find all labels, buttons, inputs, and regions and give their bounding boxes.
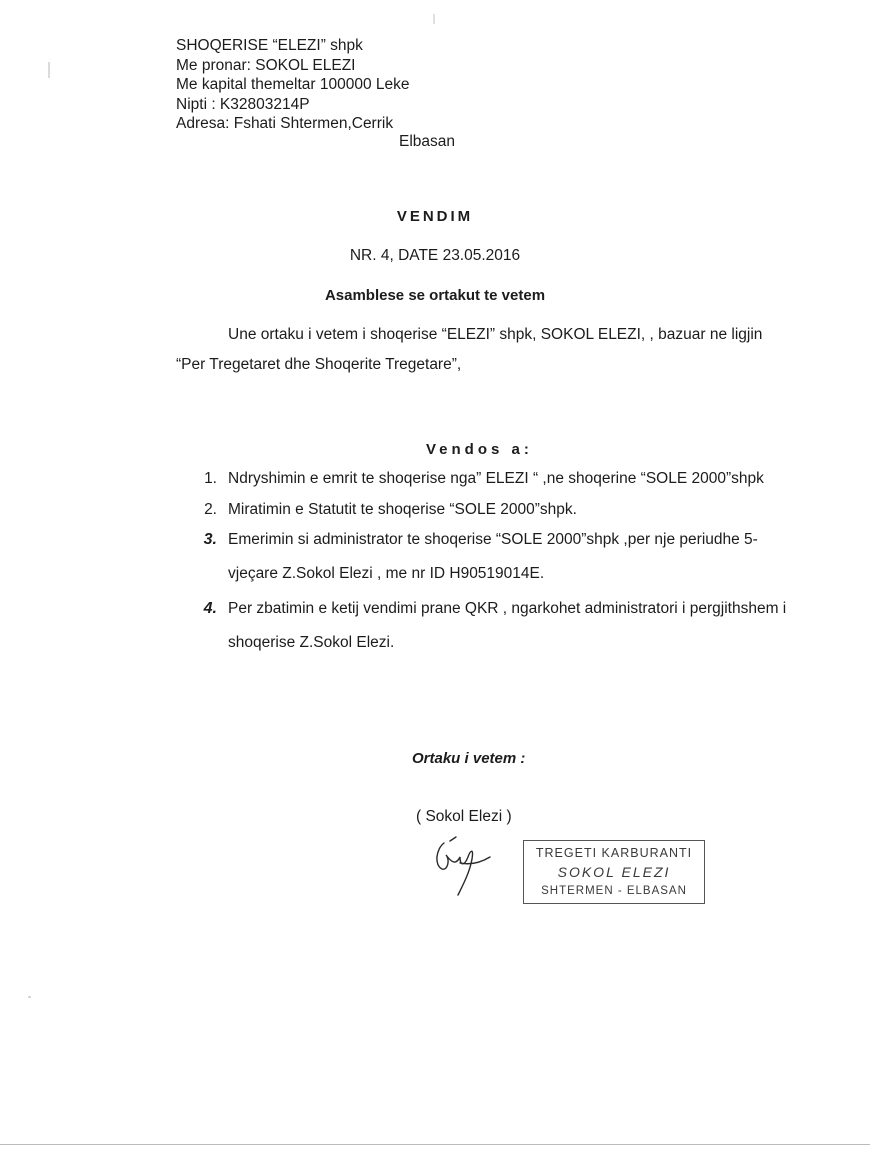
intro-line-2: “Per Tregetaret dhe Shoqerite Tregetare”, (176, 356, 462, 373)
list-item-number: 4. (203, 600, 217, 617)
list-item-number: 1. (204, 470, 217, 487)
scan-edge-line (0, 1144, 870, 1145)
company-capital: Me kapital themeltar 100000 Leke (176, 76, 410, 93)
company-name: SHOQERISE “ELEZI” shpk (176, 37, 363, 54)
list-item-text: Miratimin e Statutit te shoqerise “SOLE 2000”shpk. (228, 501, 577, 518)
resolution-heading: Vendos a: (426, 441, 533, 458)
list-item-text: vjeçare Z.Sokol Elezi , me nr ID H90519014E. (228, 565, 545, 582)
company-nipt: Nipti : K32803214P (176, 95, 310, 113)
list-item-number: 3. (203, 531, 217, 548)
scan-speck (433, 14, 435, 24)
company-city: Elbasan (399, 133, 456, 150)
company-address: Adresa: Fshati Shtermen,Cerrik (176, 115, 394, 132)
list-item-text: Emerimin si administrator te shoqerise “SOLE 2000”shpk ,per nje periudhe 5- (228, 531, 758, 548)
list-item-text: Per zbatimin e ketij vendimi prane QKR , ngarkohet administratori i pergjithshem i (228, 600, 787, 617)
company-stamp (523, 840, 705, 904)
handwritten-signature (430, 835, 500, 900)
decision-subtitle: Asamblese se ortakut te vetem (324, 287, 546, 304)
intro-line-1: Une ortaku i vetem i shoqerise “ELEZI” shpk, SOKOL ELEZI, , bazuar ne ligjin (228, 326, 763, 343)
list-item-text: Ndryshimin e emrit te shoqerise nga” ELEZI “ ,ne shoqerine “SOLE 2000”shpk (228, 470, 764, 487)
signature-label: Ortaku i vetem : (412, 750, 526, 767)
stamp-line-1: TREGETI KARBURANTI (535, 846, 693, 860)
list-item-text: shoqerise Z.Sokol Elezi. (228, 634, 395, 651)
list-item-number: 2. (204, 501, 217, 518)
stamp-line-2: SOKOL ELEZI (557, 864, 671, 880)
company-owner: Me pronar: SOKOL ELEZI (176, 56, 356, 74)
scan-speck (28, 996, 31, 998)
stamp-line-3: SHTERMEN - ELBASAN (541, 885, 687, 897)
decision-title: VENDIM (396, 208, 474, 225)
signatory-name: ( Sokol Elezi ) (416, 808, 512, 825)
decision-number-date: NR. 4, DATE 23.05.2016 (349, 247, 521, 264)
scan-speck (48, 62, 50, 78)
